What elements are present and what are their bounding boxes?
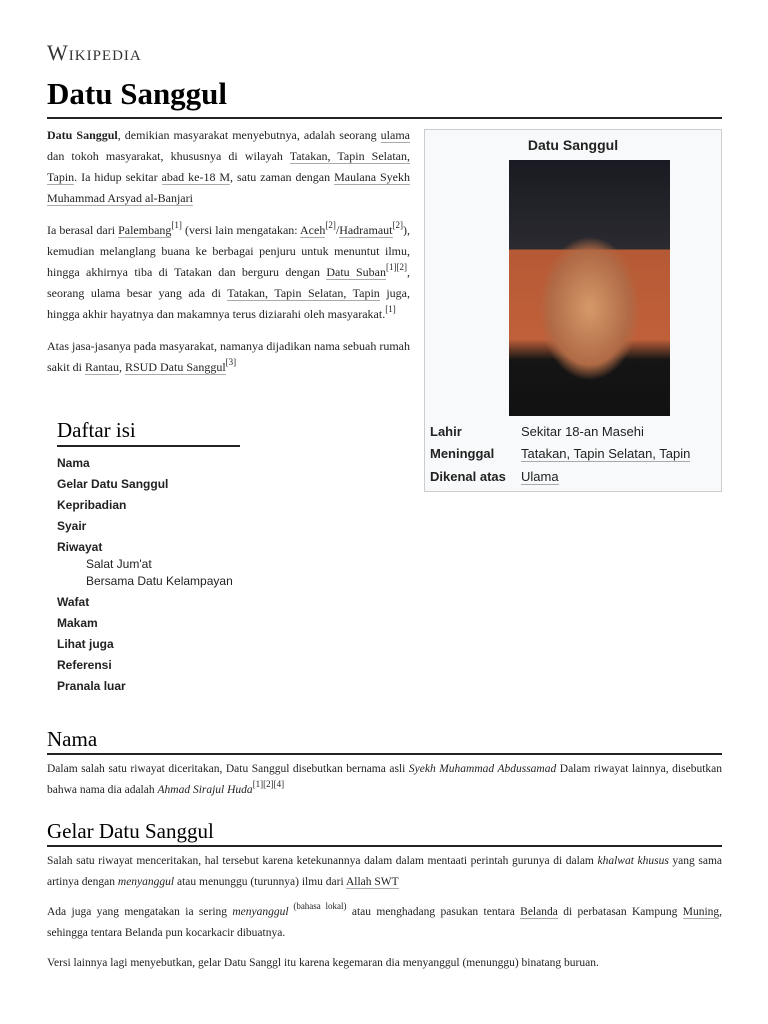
- infobox-value: Sekitar 18-an Masehi: [521, 424, 644, 439]
- text: . Ia hidup sekitar: [74, 170, 162, 184]
- text: Atas jasa-jasanya pada masyarakat, namanya dijadikan nama sebuah rumah sakit di: [47, 339, 410, 374]
- text: Ia berasal dari: [47, 223, 119, 237]
- toc-item[interactable]: Riwayat: [57, 540, 103, 554]
- wiki-link[interactable]: Tatakan, Tapin Selatan, Tapin: [47, 149, 410, 184]
- text: di perbatasan Kampung: [557, 906, 683, 918]
- italic-text: Syekh Muhammad Abdussamad: [408, 763, 557, 775]
- section-heading: Gelar Datu Sanggul: [47, 819, 722, 847]
- text: juga, hingga akhir hayatnya dan makamnya terus diziarahi oleh masyarakat.: [47, 286, 410, 321]
- section-nama: [47, 727, 722, 810]
- wiki-link[interactable]: Muning: [682, 906, 720, 918]
- toc-item[interactable]: Nama: [57, 456, 90, 470]
- toc-item[interactable]: Lihat juga: [57, 637, 114, 651]
- text: atau menghadang pasukan tentara: [346, 906, 521, 918]
- infobox-caption: Datu Sanggul: [527, 137, 619, 153]
- toc-title: Daftar isi: [57, 418, 240, 447]
- wiki-link[interactable]: Tatakan, Tapin Selatan, Tapin: [227, 286, 380, 300]
- wiki-link[interactable]: Hadramaut: [339, 223, 393, 237]
- italic-text: Ahmad Sirajul Huda: [157, 784, 253, 796]
- toc-item[interactable]: Makam: [57, 616, 98, 630]
- text: ), kemudian melanglang buana ke berbagai penjuru untuk menuntut ilmu, hingga akhirnya tiba di Tatakan dan berguru dengan: [47, 223, 410, 279]
- section-heading: Nama: [47, 727, 722, 755]
- citation[interactable]: [2]: [325, 220, 336, 230]
- paragraph: [47, 125, 410, 209]
- infobox-link[interactable]: Tatakan, Tapin Selatan, Tapin: [521, 446, 691, 461]
- paragraph: [47, 851, 722, 893]
- italic-text: menyanggul: [117, 876, 175, 888]
- wiki-link[interactable]: Rantau: [85, 360, 119, 374]
- italic-text: khalwat khusus: [597, 855, 669, 867]
- citation[interactable]: [2]: [392, 220, 403, 230]
- toc-item[interactable]: Wafat: [57, 595, 90, 609]
- toc-item[interactable]: Pranala luar: [57, 679, 126, 693]
- portrait-image[interactable]: [509, 160, 670, 416]
- infobox-row-meninggal: [430, 446, 690, 462]
- toc-subitem[interactable]: Bersama Datu Kelampayan: [86, 574, 233, 588]
- text: dan tokoh masyarakat, khususnya di wilayah: [47, 149, 290, 163]
- page-title: Datu Sanggul: [47, 76, 228, 111]
- infobox: [424, 129, 722, 492]
- infobox-link[interactable]: Ulama: [521, 469, 559, 484]
- text: Dalam salah satu riwayat diceritakan, Datu Sanggul disebutkan bernama asli: [47, 763, 409, 775]
- wiki-link[interactable]: RSUD Datu Sanggul: [125, 360, 226, 374]
- wiki-link[interactable]: Palembang: [118, 223, 172, 237]
- wiki-link[interactable]: ulama: [380, 128, 410, 142]
- paragraph: [47, 336, 410, 378]
- bold-text: Datu Sanggul: [47, 128, 118, 142]
- text: , seorang ulama besar yang ada di: [47, 265, 411, 300]
- infobox-row-lahir: [430, 424, 644, 439]
- table-of-contents: [57, 418, 240, 697]
- citation: (bahasa lokal): [288, 901, 347, 911]
- paragraph: [47, 220, 410, 325]
- toc-item[interactable]: Syair: [57, 519, 87, 533]
- toc-item[interactable]: Kepribadian: [57, 498, 127, 512]
- wiki-link[interactable]: abad ke-18 M: [161, 170, 231, 184]
- citation[interactable]: [1]: [385, 304, 396, 314]
- text: , satu zaman dengan: [230, 170, 335, 184]
- citation[interactable]: [1]: [171, 220, 182, 230]
- infobox-key: Dikenal atas: [430, 469, 506, 484]
- text: (versi lain mengatakan:: [181, 223, 301, 237]
- toc-item[interactable]: Gelar Datu Sanggul: [57, 477, 169, 491]
- citation[interactable]: [1][2][4]: [252, 779, 285, 789]
- text: Ada juga yang mengatakan ia sering: [47, 906, 233, 918]
- text: ,: [119, 360, 125, 374]
- infobox-row-dikenal: [430, 469, 559, 485]
- text: yang sama artinya dengan: [47, 855, 722, 888]
- lead-section: [47, 125, 410, 389]
- text: /: [335, 223, 340, 237]
- text: atau menunggu (turunnya) ilmu dari: [174, 876, 346, 888]
- section-gelar: [47, 819, 722, 983]
- toc-item[interactable]: Referensi: [57, 658, 112, 672]
- text: Salah satu riwayat menceritakan, hal tersebut karena ketekunannya dalam dalam mentaati perintah gurunya di dalam: [47, 855, 598, 867]
- wikipedia-logo[interactable]: Wikipedia: [47, 40, 142, 65]
- wiki-link[interactable]: Belanda: [520, 906, 558, 918]
- text: , demikian masyarakat menyebutnya, adalah seorang: [117, 128, 381, 142]
- paragraph: [47, 953, 722, 974]
- text: Versi lainnya lagi menyebutkan, gelar Datu Sanggl itu karena kegemaran dia menyanggul (menunggu) binatang buruan.: [47, 957, 599, 969]
- infobox-key: Meninggal: [430, 446, 495, 461]
- citation[interactable]: [3]: [225, 357, 237, 367]
- toc-subitem[interactable]: Salat Jum'at: [86, 557, 152, 571]
- wiki-link[interactable]: Datu Suban: [326, 265, 387, 279]
- wiki-link[interactable]: Aceh: [300, 223, 326, 237]
- title-divider: [47, 117, 722, 119]
- text: , sehingga tentara Belanda pun kocarkacir dibuatnya.: [47, 906, 723, 939]
- wiki-link[interactable]: Maulana Syekh Muhammad Arsyad al-Banjari: [47, 170, 410, 205]
- infobox-key: Lahir: [430, 424, 462, 439]
- citation[interactable]: [1][2]: [386, 262, 408, 272]
- paragraph: [47, 759, 722, 801]
- paragraph: [47, 902, 722, 944]
- italic-text: menyanggul: [232, 906, 289, 918]
- wiki-link[interactable]: Allah SWT: [345, 876, 399, 888]
- text: Dalam riwayat lainnya, disebutkan bahwa nama dia adalah: [47, 763, 723, 796]
